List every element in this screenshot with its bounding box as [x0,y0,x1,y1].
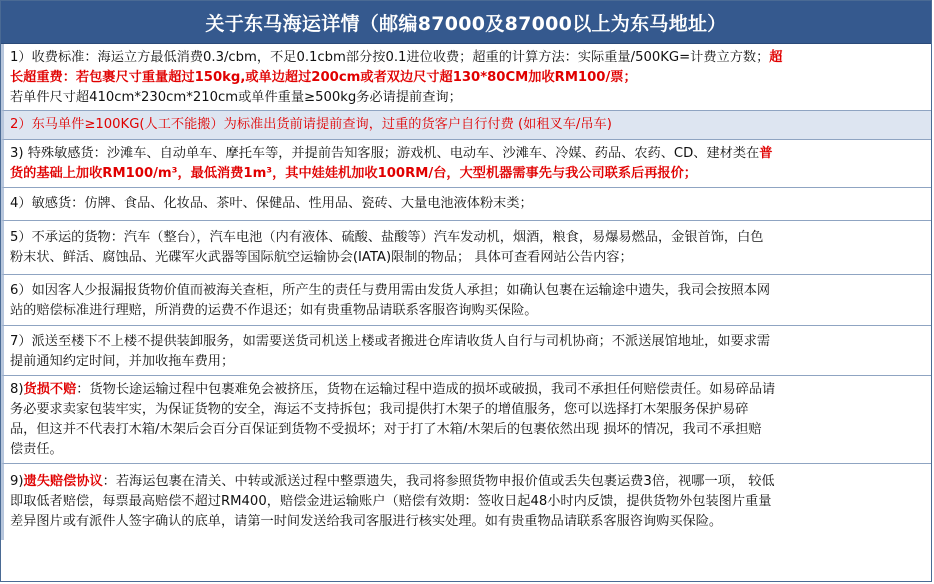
rule-row-1 [1,44,931,111]
rule-row-4 [1,188,931,221]
rule-6-line-2: 站的赔偿标准进行理赔，所消费的运费不作退还；如有贵重物品请联系客服咨询购买保险。 [10,303,538,318]
rule-3-line-1: 3) 特殊敏感货：沙滩车、自动单车、摩托车等，并提前告知客服；游戏机、电动车、沙滩车、冷媒、药品、农药、CD、建材类在 [10,146,760,161]
rule-5-line-1: 5）不承运的货物：汽车（整台），汽车电池（内有液体、硫酸、盐酸等）汽车发动机，烟酒，粮食，易爆易燃品，金银首饰，白色 [10,230,764,245]
rule-9-number: 9) [10,474,24,489]
rule-3-line-1-red: 普 [759,146,773,161]
rule-7-line-1: 7）派送至楼下不上楼不提供装卸服务，如需要送货司机送上楼或者搬进仓库请收货人自行与司机协商；不派送展馆地址，如要求需 [10,334,771,349]
rule-5-line-2: 粉末状、鲜活、腐蚀品、光碟军火武器等国际航空运输协会(IATA)限制的物品； 具体可查看网站公告内容； [10,250,633,265]
rule-8-number: 8) [10,382,24,397]
rule-7-line-2: 提前通知约定时间，并加收拖车费用； [10,354,235,369]
rule-row-2 [1,111,931,140]
rule-8-line-3: 品，但这并不代表打木箱/木架后会百分百保证到货物不受损坏；对于打了木箱/木架后的包裹依然出现 损坏的情况，我司不承担赔 [10,422,762,437]
rule-8-label: 货损不赔 [23,382,77,397]
rule-8-line-1: ：货物长途运输过程中包裹难免会被挤压，货物在运输过程中造成的损坏或破损，我司不承担任何赔偿责任。如易碎品请 [76,382,776,397]
rule-row-6 [1,275,931,326]
rule-9-label: 遗失赔偿协议 [23,474,103,489]
rule-row-3 [1,140,931,188]
rule-4-line-1: 4）敏感货：仿牌、食品、化妆品、茶叶、保健品、性用品、瓷砖、大量电池液体粉末类； [10,196,533,211]
rule-2-line-1: 2）东马单件≥100KG(人工不能搬）为标准出货前请提前查询，过重的货客户自行付费 (如租叉车/吊车) [10,117,612,132]
rule-3-line-2: 货的基础上加收RM100/m³，最低消费1m³，其中娃娃机加收100RM/台，大型机器需事先与我公司联系后再报价； [10,166,697,181]
rule-9-line-3: 差异图片或有派件人签字确认的底单，请第一时间发送给我司客服进行核实处理。如有贵重物品请联系客服咨询购买保险。 [10,514,723,529]
rule-1-line-1-red: 超 [769,50,783,65]
rule-8-line-2: 务必要求卖家包装牢实，为保证货物的安全，海运不支持拆包；我司提供打木架子的增值服务，您可以选择打木架服务保护易碎 [10,402,749,417]
rule-row-9 [1,464,931,540]
rule-row-7 [1,326,931,376]
page-title: 关于东马海运详情（邮编87000及87000以上为东马地址） [1,1,931,44]
rule-9-line-2: 即取低者赔偿，每票最高赔偿不超过RM400，赔偿金进运输账户（赔偿有效期：签收日起48小时内反馈，提供货物外包装图片重量 [10,494,772,509]
rule-row-8 [1,376,931,464]
rule-row-5 [1,221,931,275]
rule-1-line-3: 若单件尺寸超410cm*230cm*210cm或单件重量≥500kg务必请提前查询； [10,90,462,105]
rule-9-line-1: ：若海运包裹在清关、中转或派送过程中整票遗失，我司将参照货物申报价值或丢失包裹运费3倍，视哪一项， 较低 [102,474,775,489]
rule-8-line-4: 偿责任。 [10,442,63,457]
rule-6-line-1: 6）如因客人少报漏报货物价值而被海关查柜，所产生的责任与费用需由发货人承担；如确认包裹在运输途中遗失，我司会按照本网 [10,283,771,298]
rule-1-line-1: 1）收费标准：海运立方最低消费0.3/cbm，不足0.1cbm部分按0.1进位收费；超重的计算方法：实际重量/500KG=计费立方数； [10,50,770,65]
rule-1-line-2: 长超重费：若包裹尺寸重量超过150kg,或单边超过200cm或者双边尺寸超130*80CM加收RM100/票； [10,70,637,85]
